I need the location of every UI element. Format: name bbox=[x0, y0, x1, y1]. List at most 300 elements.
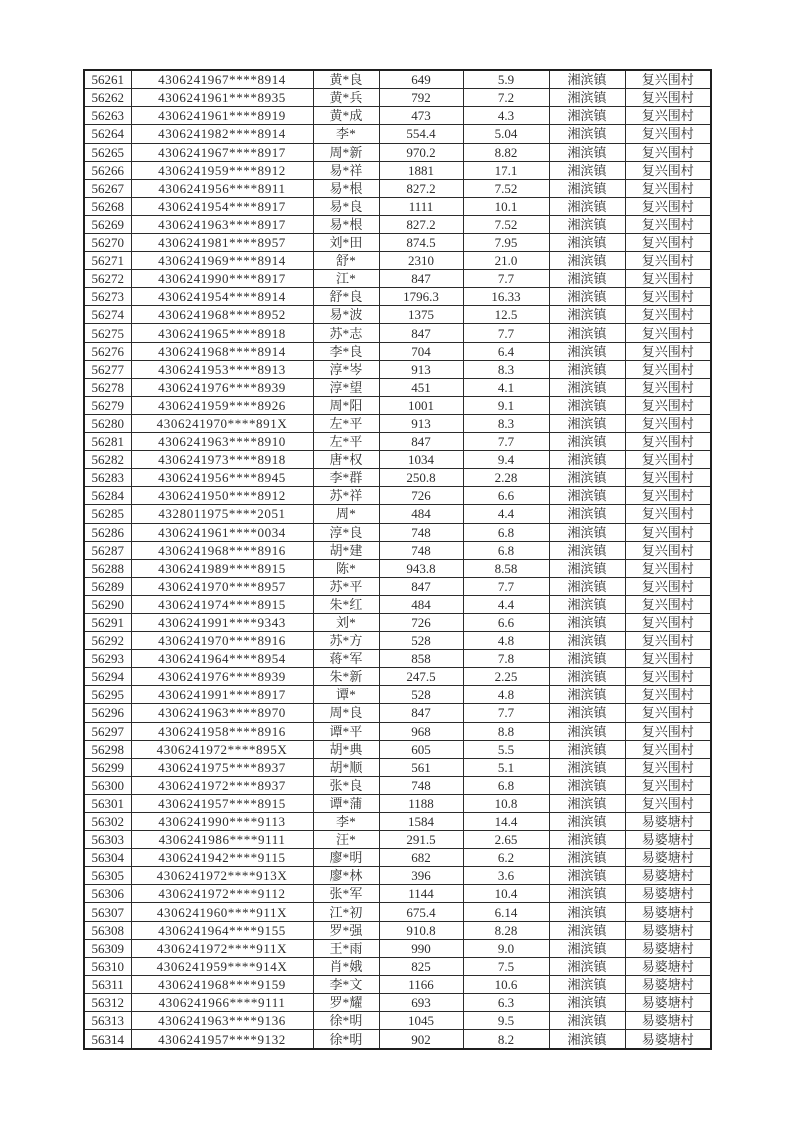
cell-town: 湘滨镇 bbox=[549, 758, 625, 776]
cell-name: 黄*良 bbox=[313, 70, 379, 89]
cell-town: 湘滨镇 bbox=[549, 595, 625, 613]
cell-name: 刘* bbox=[313, 613, 379, 631]
cell-name: 左*平 bbox=[313, 414, 379, 432]
cell-name: 李* bbox=[313, 813, 379, 831]
cell-area: 5.04 bbox=[463, 125, 549, 143]
table-row bbox=[84, 686, 711, 704]
cell-area: 8.8 bbox=[463, 722, 549, 740]
cell-area: 7.7 bbox=[463, 324, 549, 342]
cell-id_number: 4306241972****911X bbox=[131, 939, 313, 957]
cell-town: 湘滨镇 bbox=[549, 867, 625, 885]
cell-amount: 825 bbox=[379, 957, 463, 975]
cell-name: 黄*成 bbox=[313, 107, 379, 125]
records-table bbox=[83, 69, 712, 1050]
cell-id_number: 4306241986****9111 bbox=[131, 831, 313, 849]
cell-amount: 704 bbox=[379, 342, 463, 360]
cell-amount: 1881 bbox=[379, 161, 463, 179]
cell-name: 肖*娥 bbox=[313, 957, 379, 975]
cell-village: 复兴围村 bbox=[625, 541, 711, 559]
cell-town: 湘滨镇 bbox=[549, 686, 625, 704]
cell-name: 舒* bbox=[313, 252, 379, 270]
cell-amount: 649 bbox=[379, 70, 463, 89]
cell-village: 易婆塘村 bbox=[625, 903, 711, 921]
cell-town: 湘滨镇 bbox=[549, 234, 625, 252]
cell-id_number: 4306241990****8917 bbox=[131, 270, 313, 288]
cell-village: 复兴围村 bbox=[625, 179, 711, 197]
table-row bbox=[84, 975, 711, 993]
cell-name: 胡*建 bbox=[313, 541, 379, 559]
cell-town: 湘滨镇 bbox=[549, 469, 625, 487]
cell-area: 9.0 bbox=[463, 939, 549, 957]
cell-village: 复兴围村 bbox=[625, 704, 711, 722]
cell-town: 湘滨镇 bbox=[549, 559, 625, 577]
table-row bbox=[84, 360, 711, 378]
cell-name: 周*良 bbox=[313, 704, 379, 722]
table-row bbox=[84, 867, 711, 885]
cell-seq: 56264 bbox=[84, 125, 131, 143]
cell-town: 湘滨镇 bbox=[549, 613, 625, 631]
cell-village: 复兴围村 bbox=[625, 143, 711, 161]
cell-area: 21.0 bbox=[463, 252, 549, 270]
cell-town: 湘滨镇 bbox=[549, 831, 625, 849]
table-row bbox=[84, 234, 711, 252]
cell-seq: 56262 bbox=[84, 89, 131, 107]
cell-name: 周*阳 bbox=[313, 396, 379, 414]
cell-village: 复兴围村 bbox=[625, 577, 711, 595]
table-row bbox=[84, 613, 711, 631]
cell-seq: 56263 bbox=[84, 107, 131, 125]
cell-amount: 247.5 bbox=[379, 668, 463, 686]
cell-name: 江* bbox=[313, 270, 379, 288]
cell-village: 复兴围村 bbox=[625, 668, 711, 686]
cell-name: 易*良 bbox=[313, 197, 379, 215]
cell-town: 湘滨镇 bbox=[549, 270, 625, 288]
cell-name: 淳*良 bbox=[313, 523, 379, 541]
cell-id_number: 4306241991****8917 bbox=[131, 686, 313, 704]
cell-town: 湘滨镇 bbox=[549, 433, 625, 451]
cell-name: 易*根 bbox=[313, 179, 379, 197]
cell-seq: 56306 bbox=[84, 885, 131, 903]
cell-village: 复兴围村 bbox=[625, 288, 711, 306]
cell-village: 易婆塘村 bbox=[625, 1012, 711, 1030]
cell-name: 李*良 bbox=[313, 342, 379, 360]
cell-amount: 1045 bbox=[379, 1012, 463, 1030]
cell-village: 复兴围村 bbox=[625, 414, 711, 432]
cell-amount: 1001 bbox=[379, 396, 463, 414]
cell-id_number: 4306241956****8945 bbox=[131, 469, 313, 487]
cell-town: 湘滨镇 bbox=[549, 957, 625, 975]
cell-amount: 1034 bbox=[379, 451, 463, 469]
cell-id_number: 4306241957****9132 bbox=[131, 1030, 313, 1049]
table-row bbox=[84, 89, 711, 107]
cell-amount: 1375 bbox=[379, 306, 463, 324]
cell-seq: 56305 bbox=[84, 867, 131, 885]
table-row bbox=[84, 396, 711, 414]
cell-village: 复兴围村 bbox=[625, 306, 711, 324]
cell-town: 湘滨镇 bbox=[549, 451, 625, 469]
cell-village: 易婆塘村 bbox=[625, 849, 711, 867]
cell-seq: 56304 bbox=[84, 849, 131, 867]
cell-seq: 56281 bbox=[84, 433, 131, 451]
cell-area: 6.6 bbox=[463, 613, 549, 631]
cell-town: 湘滨镇 bbox=[549, 921, 625, 939]
cell-town: 湘滨镇 bbox=[549, 903, 625, 921]
table-row bbox=[84, 125, 711, 143]
cell-area: 7.52 bbox=[463, 215, 549, 233]
cell-name: 江*初 bbox=[313, 903, 379, 921]
cell-village: 复兴围村 bbox=[625, 197, 711, 215]
cell-town: 湘滨镇 bbox=[549, 993, 625, 1011]
cell-town: 湘滨镇 bbox=[549, 794, 625, 812]
cell-area: 7.7 bbox=[463, 270, 549, 288]
cell-name: 张*军 bbox=[313, 885, 379, 903]
cell-seq: 56277 bbox=[84, 360, 131, 378]
table-row bbox=[84, 650, 711, 668]
cell-amount: 2310 bbox=[379, 252, 463, 270]
cell-town: 湘滨镇 bbox=[549, 939, 625, 957]
cell-village: 复兴围村 bbox=[625, 378, 711, 396]
cell-id_number: 4306241969****8914 bbox=[131, 252, 313, 270]
cell-village: 复兴围村 bbox=[625, 722, 711, 740]
cell-id_number: 4306241959****8926 bbox=[131, 396, 313, 414]
cell-amount: 913 bbox=[379, 360, 463, 378]
cell-amount: 847 bbox=[379, 704, 463, 722]
cell-id_number: 4306241974****8915 bbox=[131, 595, 313, 613]
cell-amount: 827.2 bbox=[379, 215, 463, 233]
table-row bbox=[84, 559, 711, 577]
cell-id_number: 4306241991****9343 bbox=[131, 613, 313, 631]
cell-seq: 56300 bbox=[84, 776, 131, 794]
cell-area: 14.4 bbox=[463, 813, 549, 831]
cell-village: 易婆塘村 bbox=[625, 975, 711, 993]
cell-area: 9.4 bbox=[463, 451, 549, 469]
cell-seq: 56279 bbox=[84, 396, 131, 414]
cell-name: 廖*明 bbox=[313, 849, 379, 867]
cell-seq: 56299 bbox=[84, 758, 131, 776]
cell-seq: 56285 bbox=[84, 505, 131, 523]
cell-town: 湘滨镇 bbox=[549, 215, 625, 233]
cell-amount: 910.8 bbox=[379, 921, 463, 939]
cell-name: 易*波 bbox=[313, 306, 379, 324]
table-row bbox=[84, 758, 711, 776]
cell-amount: 726 bbox=[379, 487, 463, 505]
cell-id_number: 4306241954****8914 bbox=[131, 288, 313, 306]
cell-village: 复兴围村 bbox=[625, 234, 711, 252]
cell-id_number: 4306241968****8914 bbox=[131, 342, 313, 360]
cell-name: 黄*兵 bbox=[313, 89, 379, 107]
cell-area: 4.4 bbox=[463, 505, 549, 523]
cell-seq: 56307 bbox=[84, 903, 131, 921]
cell-amount: 484 bbox=[379, 595, 463, 613]
table-row bbox=[84, 469, 711, 487]
cell-town: 湘滨镇 bbox=[549, 668, 625, 686]
cell-village: 易婆塘村 bbox=[625, 813, 711, 831]
cell-area: 7.7 bbox=[463, 433, 549, 451]
cell-name: 谭*平 bbox=[313, 722, 379, 740]
cell-id_number: 4306241961****8935 bbox=[131, 89, 313, 107]
cell-village: 复兴围村 bbox=[625, 523, 711, 541]
cell-amount: 1188 bbox=[379, 794, 463, 812]
cell-town: 湘滨镇 bbox=[549, 89, 625, 107]
cell-id_number: 4306241972****895X bbox=[131, 740, 313, 758]
cell-town: 湘滨镇 bbox=[549, 885, 625, 903]
cell-village: 复兴围村 bbox=[625, 360, 711, 378]
cell-village: 复兴围村 bbox=[625, 794, 711, 812]
cell-village: 复兴围村 bbox=[625, 632, 711, 650]
cell-seq: 56275 bbox=[84, 324, 131, 342]
cell-village: 复兴围村 bbox=[625, 613, 711, 631]
cell-seq: 56301 bbox=[84, 794, 131, 812]
cell-id_number: 4306241960****911X bbox=[131, 903, 313, 921]
cell-area: 6.4 bbox=[463, 342, 549, 360]
cell-seq: 56298 bbox=[84, 740, 131, 758]
cell-name: 李*文 bbox=[313, 975, 379, 993]
table-row bbox=[84, 505, 711, 523]
cell-area: 7.52 bbox=[463, 179, 549, 197]
cell-amount: 528 bbox=[379, 686, 463, 704]
cell-id_number: 4306241959****914X bbox=[131, 957, 313, 975]
cell-name: 张*良 bbox=[313, 776, 379, 794]
cell-amount: 451 bbox=[379, 378, 463, 396]
cell-seq: 56282 bbox=[84, 451, 131, 469]
cell-seq: 56296 bbox=[84, 704, 131, 722]
table-row bbox=[84, 831, 711, 849]
cell-name: 朱*新 bbox=[313, 668, 379, 686]
cell-id_number: 4306241966****9111 bbox=[131, 993, 313, 1011]
cell-seq: 56310 bbox=[84, 957, 131, 975]
cell-area: 2.25 bbox=[463, 668, 549, 686]
cell-area: 8.82 bbox=[463, 143, 549, 161]
cell-seq: 56311 bbox=[84, 975, 131, 993]
cell-name: 谭*蒲 bbox=[313, 794, 379, 812]
table-row bbox=[84, 921, 711, 939]
cell-area: 2.28 bbox=[463, 469, 549, 487]
cell-id_number: 4306241961****8919 bbox=[131, 107, 313, 125]
cell-name: 苏*方 bbox=[313, 632, 379, 650]
cell-id_number: 4306241970****8916 bbox=[131, 632, 313, 650]
cell-id_number: 4306241957****8915 bbox=[131, 794, 313, 812]
cell-area: 7.7 bbox=[463, 704, 549, 722]
cell-village: 易婆塘村 bbox=[625, 957, 711, 975]
cell-seq: 56290 bbox=[84, 595, 131, 613]
cell-amount: 693 bbox=[379, 993, 463, 1011]
cell-area: 6.8 bbox=[463, 776, 549, 794]
cell-area: 3.6 bbox=[463, 867, 549, 885]
cell-amount: 990 bbox=[379, 939, 463, 957]
cell-village: 易婆塘村 bbox=[625, 831, 711, 849]
cell-amount: 250.8 bbox=[379, 469, 463, 487]
cell-amount: 726 bbox=[379, 613, 463, 631]
table-row bbox=[84, 288, 711, 306]
cell-area: 17.1 bbox=[463, 161, 549, 179]
cell-seq: 56303 bbox=[84, 831, 131, 849]
cell-seq: 56278 bbox=[84, 378, 131, 396]
cell-amount: 1796.3 bbox=[379, 288, 463, 306]
cell-amount: 847 bbox=[379, 270, 463, 288]
cell-village: 复兴围村 bbox=[625, 433, 711, 451]
cell-amount: 748 bbox=[379, 776, 463, 794]
cell-id_number: 4306241968****9159 bbox=[131, 975, 313, 993]
cell-seq: 56268 bbox=[84, 197, 131, 215]
cell-town: 湘滨镇 bbox=[549, 161, 625, 179]
cell-village: 复兴围村 bbox=[625, 252, 711, 270]
cell-area: 5.9 bbox=[463, 70, 549, 89]
cell-amount: 554.4 bbox=[379, 125, 463, 143]
cell-name: 罗*强 bbox=[313, 921, 379, 939]
cell-name: 淳*岑 bbox=[313, 360, 379, 378]
cell-amount: 968 bbox=[379, 722, 463, 740]
cell-seq: 56286 bbox=[84, 523, 131, 541]
cell-amount: 874.5 bbox=[379, 234, 463, 252]
table-row bbox=[84, 595, 711, 613]
cell-area: 8.58 bbox=[463, 559, 549, 577]
cell-town: 湘滨镇 bbox=[549, 740, 625, 758]
cell-id_number: 4306241963****8910 bbox=[131, 433, 313, 451]
table-row bbox=[84, 776, 711, 794]
cell-amount: 605 bbox=[379, 740, 463, 758]
table-row bbox=[84, 523, 711, 541]
cell-seq: 56265 bbox=[84, 143, 131, 161]
cell-town: 湘滨镇 bbox=[549, 722, 625, 740]
cell-amount: 484 bbox=[379, 505, 463, 523]
cell-id_number: 4306241967****8917 bbox=[131, 143, 313, 161]
table-row bbox=[84, 433, 711, 451]
cell-area: 9.1 bbox=[463, 396, 549, 414]
cell-name: 蒋*军 bbox=[313, 650, 379, 668]
cell-village: 复兴围村 bbox=[625, 650, 711, 668]
cell-name: 周*新 bbox=[313, 143, 379, 161]
cell-village: 复兴围村 bbox=[625, 686, 711, 704]
cell-amount: 847 bbox=[379, 433, 463, 451]
cell-id_number: 4306241963****8970 bbox=[131, 704, 313, 722]
table-row bbox=[84, 813, 711, 831]
cell-seq: 56274 bbox=[84, 306, 131, 324]
cell-id_number: 4306241972****9112 bbox=[131, 885, 313, 903]
cell-seq: 56287 bbox=[84, 541, 131, 559]
cell-town: 湘滨镇 bbox=[549, 288, 625, 306]
cell-village: 易婆塘村 bbox=[625, 921, 711, 939]
cell-area: 7.2 bbox=[463, 89, 549, 107]
table-row bbox=[84, 197, 711, 215]
cell-seq: 56283 bbox=[84, 469, 131, 487]
cell-name: 易*祥 bbox=[313, 161, 379, 179]
cell-seq: 56295 bbox=[84, 686, 131, 704]
cell-amount: 943.8 bbox=[379, 559, 463, 577]
cell-town: 湘滨镇 bbox=[549, 632, 625, 650]
cell-area: 10.8 bbox=[463, 794, 549, 812]
cell-town: 湘滨镇 bbox=[549, 523, 625, 541]
cell-seq: 56292 bbox=[84, 632, 131, 650]
cell-town: 湘滨镇 bbox=[549, 414, 625, 432]
cell-id_number: 4306241950****8912 bbox=[131, 487, 313, 505]
table-row bbox=[84, 270, 711, 288]
table-row bbox=[84, 794, 711, 812]
cell-seq: 56291 bbox=[84, 613, 131, 631]
cell-village: 复兴围村 bbox=[625, 215, 711, 233]
table-row bbox=[84, 577, 711, 595]
cell-id_number: 4306241954****8917 bbox=[131, 197, 313, 215]
cell-seq: 56267 bbox=[84, 179, 131, 197]
cell-town: 湘滨镇 bbox=[549, 252, 625, 270]
cell-amount: 682 bbox=[379, 849, 463, 867]
table-row bbox=[84, 70, 711, 89]
cell-id_number: 4306241953****8913 bbox=[131, 360, 313, 378]
cell-amount: 827.2 bbox=[379, 179, 463, 197]
cell-area: 7.95 bbox=[463, 234, 549, 252]
cell-town: 湘滨镇 bbox=[549, 1012, 625, 1030]
cell-amount: 970.2 bbox=[379, 143, 463, 161]
cell-id_number: 4306241970****891X bbox=[131, 414, 313, 432]
cell-village: 复兴围村 bbox=[625, 758, 711, 776]
table-row bbox=[84, 1030, 711, 1049]
cell-town: 湘滨镇 bbox=[549, 107, 625, 125]
cell-seq: 56271 bbox=[84, 252, 131, 270]
cell-seq: 56273 bbox=[84, 288, 131, 306]
cell-id_number: 4306241968****8916 bbox=[131, 541, 313, 559]
cell-seq: 56276 bbox=[84, 342, 131, 360]
cell-seq: 56288 bbox=[84, 559, 131, 577]
cell-name: 王*雨 bbox=[313, 939, 379, 957]
table-row bbox=[84, 704, 711, 722]
cell-village: 复兴围村 bbox=[625, 270, 711, 288]
cell-id_number: 4306241982****8914 bbox=[131, 125, 313, 143]
cell-seq: 56314 bbox=[84, 1030, 131, 1049]
cell-area: 4.8 bbox=[463, 686, 549, 704]
cell-amount: 847 bbox=[379, 324, 463, 342]
cell-amount: 396 bbox=[379, 867, 463, 885]
table-row bbox=[84, 215, 711, 233]
cell-name: 苏*祥 bbox=[313, 487, 379, 505]
cell-id_number: 4328011975****2051 bbox=[131, 505, 313, 523]
table-row bbox=[84, 414, 711, 432]
cell-area: 12.5 bbox=[463, 306, 549, 324]
cell-village: 复兴围村 bbox=[625, 396, 711, 414]
table-row bbox=[84, 342, 711, 360]
cell-town: 湘滨镇 bbox=[549, 360, 625, 378]
cell-amount: 1166 bbox=[379, 975, 463, 993]
cell-id_number: 4306241975****8937 bbox=[131, 758, 313, 776]
cell-village: 复兴围村 bbox=[625, 505, 711, 523]
cell-name: 廖*林 bbox=[313, 867, 379, 885]
cell-seq: 56269 bbox=[84, 215, 131, 233]
cell-seq: 56266 bbox=[84, 161, 131, 179]
cell-name: 唐*权 bbox=[313, 451, 379, 469]
cell-area: 8.2 bbox=[463, 1030, 549, 1049]
cell-town: 湘滨镇 bbox=[549, 197, 625, 215]
table-row bbox=[84, 903, 711, 921]
cell-id_number: 4306241964****8954 bbox=[131, 650, 313, 668]
cell-amount: 847 bbox=[379, 577, 463, 595]
cell-town: 湘滨镇 bbox=[549, 125, 625, 143]
cell-id_number: 4306241976****8939 bbox=[131, 668, 313, 686]
cell-area: 6.14 bbox=[463, 903, 549, 921]
table-row bbox=[84, 487, 711, 505]
table-row bbox=[84, 161, 711, 179]
cell-village: 易婆塘村 bbox=[625, 939, 711, 957]
cell-amount: 748 bbox=[379, 523, 463, 541]
cell-area: 16.33 bbox=[463, 288, 549, 306]
cell-area: 2.65 bbox=[463, 831, 549, 849]
cell-area: 8.3 bbox=[463, 360, 549, 378]
table-row bbox=[84, 632, 711, 650]
cell-village: 复兴围村 bbox=[625, 469, 711, 487]
cell-amount: 902 bbox=[379, 1030, 463, 1049]
cell-id_number: 4306241970****8957 bbox=[131, 577, 313, 595]
table-row bbox=[84, 885, 711, 903]
cell-id_number: 4306241959****8912 bbox=[131, 161, 313, 179]
table-row bbox=[84, 107, 711, 125]
cell-amount: 792 bbox=[379, 89, 463, 107]
